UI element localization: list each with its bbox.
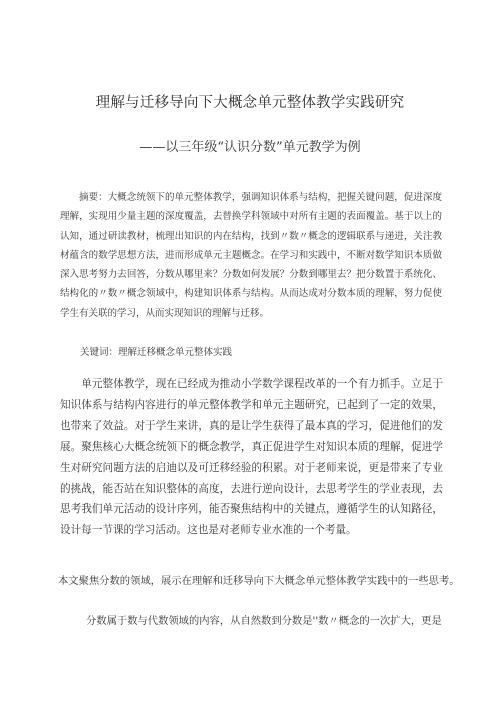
paper-subtitle: ——以三年级“认识分数”单元教学为例: [139, 140, 361, 155]
body-paragraph: 本文聚焦分数的领域，展示在理解和迁移导向下大概念单元整体教学实践中的一些思考。: [58, 575, 460, 587]
body-paragraph: 分数属于数与代数领域的内容，从自然数到分数是''数〃概念的一次扩大，更是: [86, 615, 442, 627]
keywords-line: 关键词：理解迁移概念单元整体实践: [80, 347, 233, 358]
abstract-paragraph: 摘要：大概念统领下的单元整体教学，强调知识体系与结构，把握关键问题，促进深度理解，实现用少量主题的深度覆盖，去替换学科领域中对所有主题的表面覆盖。基于以上的认知，通过研读教材，梳理出知识的内在结构，找到〃数〃概念的逻辑联系与递进，关注教材蕴含的数学思想方法，进而形成单元主题概念。在学习和实践中，不断对数学知识本质做深入思考努力去回答，分数从哪里来？分数如何发展？分数到哪里去？把分数置于系统化、结构化的〃数〃概念领域中，构建知识体系与结构。从而达成对分数本质的理解，努力促使学生有关联的学习，从而实现知识的理解与迁移。: [60, 192, 442, 319]
body-paragraph: 单元整体教学，现在已经成为推动小学数学课程改革的一个有力抓手。立足于知识体系与结构内容进行的单元整体教学和单元主题研究，已起到了一定的效果，也带来了效益。对于学生来讲，真的是让学生获得了最本真的学习，促进他们的发展。聚焦核心大概念统领下的概念教学，真正促进学生对知识本质的理解，促进学生对研究问题方法的启迪以及可迁移经验的积累。对于老师来说，更是带来了专业的挑战，能否站在知识整体的高度，去进行逆向设计，去思考学生的学业表现，去思考我们单元活动的设计序列，能否聚焦结构中的关键点，遵循学生的认知路径，设计每一节课的学习活动。这也是对老师专业水准的一个考量。: [60, 378, 443, 537]
paper-title: 理解与迁移导向下大概念单元整体教学实践研究: [95, 95, 405, 111]
